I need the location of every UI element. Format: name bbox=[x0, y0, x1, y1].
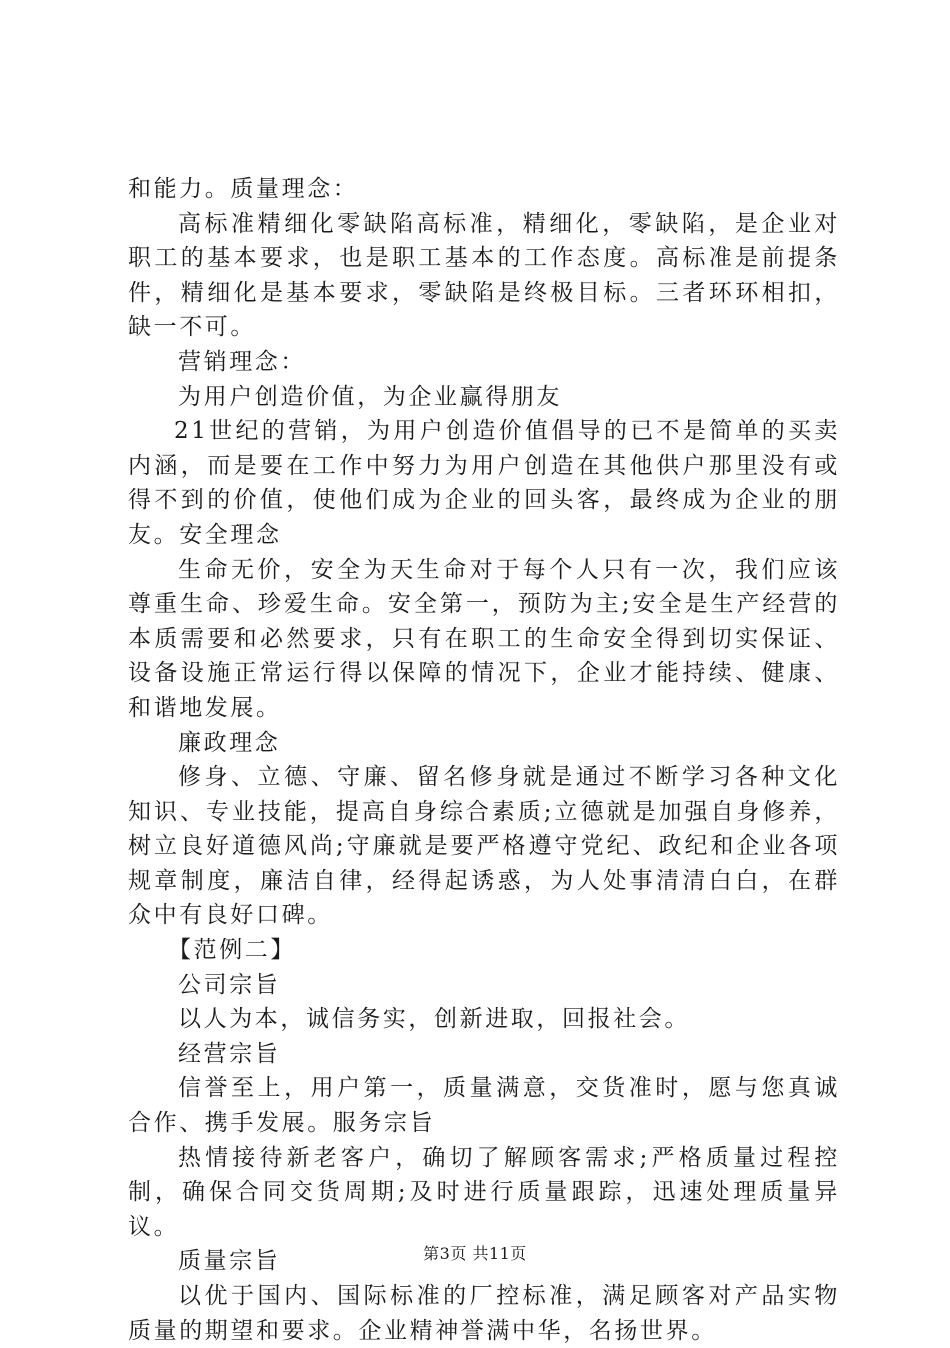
paragraph-8: 修身、立德、守廉、留名修身就是通过不断学习各种文化知识、专业技能，提高自身综合素质;立德就是加强自身修养，树立良好道德风尚;守廉就是要严格遵守党纪、政纪和企业各项规章制度，廉洁自律，经得起诱惑，为人处事清清白白，在群众中有良好口碑。 bbox=[128, 764, 840, 929]
document-body bbox=[128, 172, 840, 1348]
section-heading-example-two: 【范例二】 bbox=[168, 937, 296, 964]
paragraph-11: 以人为本，诚信务实，创新进取，回报社会。 bbox=[178, 1006, 690, 1033]
paragraph-5: 21世纪的营销，为用户创造价值倡导的已不是简单的买卖内涵，而是要在工作中努力为用户创造在其他供户那里没有或得不到的价值，使他们成为企业的回头客，最终成为企业的朋友。安全理念 bbox=[128, 418, 840, 548]
paragraph-13: 信誉至上，用户第一，质量满意，交货准时，愿与您真诚合作、携手发展。服务宗旨 bbox=[128, 1075, 840, 1137]
section-heading-quality-purpose: 质量宗旨 bbox=[178, 1248, 281, 1275]
section-heading-company-purpose: 公司宗旨 bbox=[178, 971, 281, 998]
paragraph-4: 为用户创造价值，为企业赢得朋友 bbox=[178, 383, 562, 410]
paragraph-16: 以优于国内、国际标准的厂控标准，满足顾客对产品实物质量的期望和要求。企业精神誉满中华，名扬世界。 bbox=[128, 1283, 840, 1344]
paragraph-2: 高标准精细化零缺陷高标准，精细化，零缺陷，是企业对职工的基本要求，也是职工基本的工作态度。高标准是前提条件，精细化是基本要求，零缺陷是终极目标。三者环环相扣，缺一不可。 bbox=[128, 210, 840, 341]
section-heading-marketing: 营销理念： bbox=[178, 348, 306, 375]
paragraph-1: 和能力。质量理念： bbox=[128, 176, 359, 202]
paragraph-6: 生命无价，安全为天生命对于每个人只有一次，我们应该尊重生命、珍爱生命。安全第一，预防为主;安全是生产经营的本质需要和必然要求，只有在职工的生命安全得到切实保证、设备设施正常运行得以保障的情况下，企业才能持续、健康、和谐地发展。 bbox=[128, 556, 840, 721]
section-heading-business-purpose: 经营宗旨 bbox=[178, 1040, 281, 1067]
page-number-footer: 第3页 共11页 bbox=[423, 1244, 527, 1263]
paragraph-14: 热情接待新老客户，确切了解顾客需求;严格质量过程控制，确保合同交货周期;及时进行质量跟踪，迅速处理质量异议。 bbox=[128, 1144, 840, 1240]
section-heading-integrity: 廉政理念 bbox=[178, 729, 281, 756]
